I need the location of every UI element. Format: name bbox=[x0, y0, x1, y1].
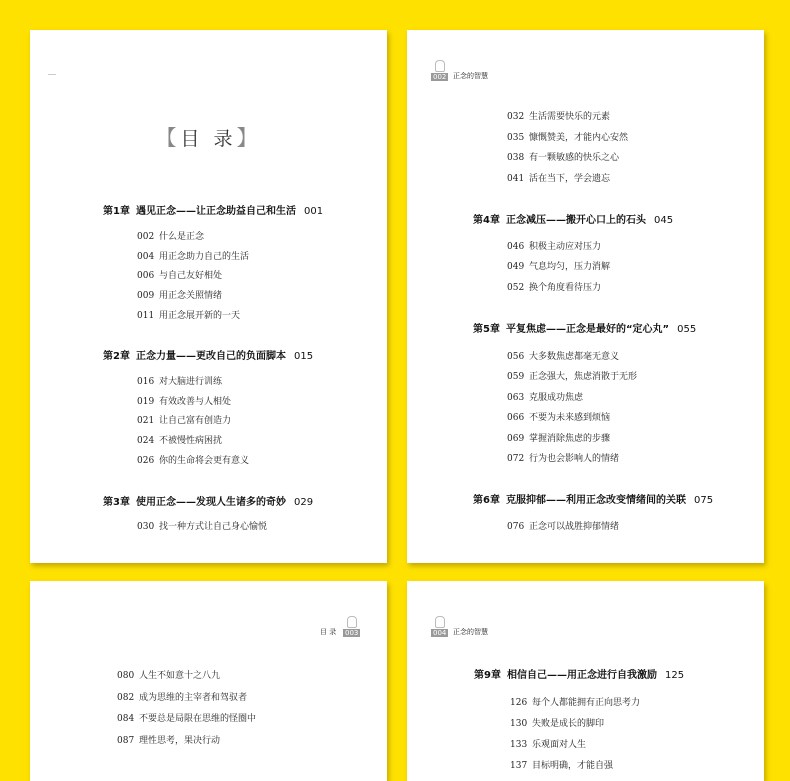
page-number: 003 bbox=[345, 629, 359, 637]
toc-item-title: 换个角度看待压力 bbox=[529, 282, 602, 293]
toc-item-title: 理性思考，果决行动 bbox=[139, 735, 221, 746]
toc-item-title: 活在当下，学会遗忘 bbox=[529, 174, 611, 185]
chapter-heading[interactable] bbox=[474, 666, 684, 681]
toc-item-page: 041 bbox=[507, 174, 525, 185]
figure-icon bbox=[435, 616, 445, 628]
toc-item-page: 069 bbox=[507, 433, 525, 444]
running-header: 正念的智慧 bbox=[453, 72, 488, 80]
toc-item-title: 克服成功焦虑 bbox=[529, 392, 584, 403]
toc-item-title: 行为也会影响人的情绪 bbox=[529, 453, 620, 464]
chapter-heading[interactable] bbox=[473, 211, 673, 226]
chapter-number: 第5章 bbox=[473, 324, 500, 335]
toc-item[interactable] bbox=[137, 453, 249, 473]
chapter-title: 平复焦虑——正念是最好的“定心丸” bbox=[505, 324, 670, 335]
toc-item[interactable] bbox=[510, 737, 640, 758]
toc-item[interactable] bbox=[137, 413, 249, 433]
toc-item-title: 让自己富有创造力 bbox=[159, 416, 232, 427]
toc-page-1 bbox=[30, 30, 387, 563]
toc-item-title: 与自己友好相处 bbox=[159, 271, 223, 282]
chapter-heading[interactable] bbox=[103, 493, 313, 508]
toc-item-page: 004 bbox=[137, 251, 155, 262]
chapter-number: 第3章 bbox=[103, 497, 130, 508]
toc-item-title: 成为思维的主宰者和驾驭者 bbox=[139, 692, 248, 703]
toc-item[interactable] bbox=[507, 239, 610, 259]
toc-item-page: 032 bbox=[507, 112, 525, 122]
chapter-heading[interactable] bbox=[103, 202, 323, 217]
toc-item-title: 找一种方式让自己身心愉悦 bbox=[159, 522, 268, 532]
toc-item-title: 大多数焦虑都毫无意义 bbox=[529, 352, 620, 362]
toc-item-title: 什么是正念 bbox=[159, 232, 205, 242]
chapter-title: 使用正念——发现人生诸多的奇妙 bbox=[135, 497, 286, 508]
chapter-heading[interactable] bbox=[103, 347, 313, 362]
chapter-page: 045 bbox=[653, 215, 674, 226]
toc-item[interactable] bbox=[137, 519, 267, 539]
toc-item-title: 掌握消除焦虑的步骤 bbox=[529, 433, 611, 444]
toc-item-title: 你的生命将会更有意义 bbox=[159, 455, 250, 466]
chapter-number: 第2章 bbox=[103, 351, 130, 362]
toc-item-title: 对大脑进行训练 bbox=[159, 377, 223, 387]
toc-item-page: 016 bbox=[137, 377, 155, 387]
toc-item[interactable] bbox=[137, 249, 249, 269]
toc-item-page: 072 bbox=[507, 453, 525, 464]
toc-item-page: 009 bbox=[137, 291, 155, 302]
chapter-title: 正念减压——搬开心口上的石头 bbox=[505, 215, 646, 226]
toc-item[interactable] bbox=[137, 288, 249, 308]
chapter-page: 001 bbox=[303, 206, 324, 217]
toc-item-page: 046 bbox=[507, 242, 525, 252]
toc-item-page: 130 bbox=[510, 719, 528, 729]
toc-item-list bbox=[137, 374, 249, 472]
chapter-number: 第9章 bbox=[474, 670, 501, 681]
toc-item-page: 002 bbox=[137, 232, 155, 242]
toc-page-4 bbox=[407, 581, 764, 781]
chapter-number: 第1章 bbox=[103, 206, 130, 217]
toc-item-title: 正念强大，焦虑消散于无形 bbox=[529, 372, 638, 383]
toc-item-title: 生活需要快乐的元素 bbox=[529, 112, 611, 122]
running-header: 目 录 bbox=[320, 628, 337, 636]
toc-item-page: 038 bbox=[507, 153, 525, 164]
corner-mark bbox=[48, 74, 56, 77]
page-number: 002 bbox=[433, 73, 447, 81]
toc-item[interactable] bbox=[507, 451, 637, 471]
toc-item-page: 066 bbox=[507, 413, 525, 424]
chapter-number: 第6章 bbox=[473, 495, 500, 506]
toc-item[interactable] bbox=[137, 374, 249, 394]
toc-item-list bbox=[137, 519, 267, 539]
chapter-title: 遇见正念——让正念助益自己和生活 bbox=[135, 206, 296, 217]
toc-item-title: 积极主动应对压力 bbox=[529, 242, 602, 252]
toc-item-page: 019 bbox=[137, 396, 155, 407]
chapter-page: 015 bbox=[293, 351, 314, 362]
toc-item-page: 024 bbox=[137, 436, 155, 447]
toc-item-page: 035 bbox=[507, 132, 525, 143]
toc-page-2 bbox=[407, 30, 764, 563]
toc-item-page: 133 bbox=[510, 740, 528, 750]
toc-item-title: 每个人都能拥有正向思考力 bbox=[532, 698, 641, 708]
page-number: 004 bbox=[433, 629, 447, 637]
toc-item-title: 不被慢性病困扰 bbox=[159, 436, 223, 447]
toc-item-page: 137 bbox=[510, 761, 528, 771]
toc-item-title: 用正念关照情绪 bbox=[159, 291, 223, 302]
chapter-title: 相信自己——用正念进行自我激励 bbox=[506, 670, 657, 681]
chapter-page: 125 bbox=[664, 670, 685, 681]
chapter-heading[interactable] bbox=[473, 320, 696, 335]
toc-item-page: 049 bbox=[507, 262, 525, 273]
toc-item-page: 030 bbox=[137, 522, 155, 532]
toc-item[interactable] bbox=[510, 695, 640, 716]
toc-item[interactable] bbox=[137, 394, 249, 414]
toc-item-list bbox=[507, 239, 610, 300]
toc-item[interactable] bbox=[507, 390, 637, 410]
toc-item-page: 021 bbox=[137, 416, 155, 427]
toc-item[interactable] bbox=[507, 369, 637, 389]
toc-item-page: 082 bbox=[117, 692, 135, 703]
toc-page-3 bbox=[30, 581, 387, 781]
toc-item[interactable] bbox=[507, 431, 637, 451]
toc-item-page: 084 bbox=[117, 714, 135, 724]
toc-item-title: 目标明确，才能自强 bbox=[532, 761, 614, 771]
toc-item-list bbox=[117, 668, 256, 754]
toc-item-title: 有效改善与人相处 bbox=[159, 396, 232, 407]
toc-item-page: 056 bbox=[507, 352, 525, 362]
toc-item-list bbox=[510, 695, 640, 779]
figure-icon bbox=[347, 616, 357, 628]
toc-item-title: 用正念展开新的一天 bbox=[159, 310, 241, 321]
toc-item[interactable] bbox=[137, 229, 249, 249]
toc-item-title: 不要总是局限在思维的怪圈中 bbox=[139, 714, 257, 724]
toc-item-list bbox=[137, 229, 249, 327]
toc-title-text: 目 录 bbox=[180, 128, 237, 150]
toc-item[interactable] bbox=[507, 410, 637, 430]
toc-item-title: 乐观面对人生 bbox=[532, 740, 587, 750]
toc-item-title: 失败是成长的脚印 bbox=[532, 719, 605, 729]
chapter-title: 正念力量——更改自己的负面脚本 bbox=[135, 351, 286, 362]
toc-item-page: 059 bbox=[507, 372, 525, 383]
toc-item[interactable] bbox=[137, 308, 249, 328]
toc-item-page: 076 bbox=[507, 522, 525, 532]
chapter-page: 029 bbox=[293, 497, 314, 508]
chapter-page: 055 bbox=[677, 324, 697, 335]
bracket-left: 【 bbox=[155, 126, 181, 150]
toc-item-page: 026 bbox=[137, 455, 155, 466]
running-header: 正念的智慧 bbox=[453, 628, 488, 636]
toc-item-list bbox=[507, 109, 628, 192]
toc-item-title: 不要为未来感到烦恼 bbox=[529, 413, 611, 424]
toc-item-list bbox=[507, 519, 619, 539]
toc-item-title: 有一颗敏感的快乐之心 bbox=[529, 153, 620, 164]
chapter-title: 克服抑郁——利用正念改变情绪间的关联 bbox=[505, 495, 686, 506]
toc-item[interactable] bbox=[507, 171, 628, 192]
toc-item-page: 011 bbox=[137, 310, 155, 321]
toc-item[interactable] bbox=[117, 668, 256, 690]
toc-item[interactable] bbox=[507, 280, 610, 300]
toc-item-title: 气息均匀，压力消解 bbox=[529, 262, 611, 273]
page-number-badge bbox=[431, 616, 448, 637]
toc-item[interactable] bbox=[507, 109, 628, 130]
toc-item-page: 006 bbox=[137, 271, 155, 282]
toc-item-title: 慷慨赞美，才能内心安然 bbox=[529, 132, 629, 143]
toc-item-title: 正念可以战胜抑郁情绪 bbox=[529, 522, 620, 532]
toc-item[interactable] bbox=[507, 259, 610, 279]
toc-item[interactable] bbox=[137, 433, 249, 453]
toc-item[interactable] bbox=[507, 150, 628, 171]
toc-item[interactable] bbox=[507, 349, 637, 369]
figure-icon bbox=[435, 60, 445, 72]
chapter-number: 第4章 bbox=[473, 215, 500, 226]
toc-item[interactable] bbox=[117, 733, 256, 755]
toc-item[interactable] bbox=[117, 690, 256, 712]
chapter-heading[interactable] bbox=[473, 491, 713, 506]
toc-item-page: 080 bbox=[117, 671, 135, 681]
toc-item[interactable] bbox=[507, 519, 619, 539]
bracket-right: 】 bbox=[236, 126, 262, 150]
toc-title bbox=[30, 122, 387, 152]
toc-item-page: 052 bbox=[507, 282, 525, 293]
toc-item-page: 087 bbox=[117, 735, 135, 746]
toc-item-list bbox=[507, 349, 637, 471]
toc-item-title: 用正念助力自己的生活 bbox=[159, 251, 250, 262]
toc-item-title: 人生不如意十之八九 bbox=[139, 671, 221, 681]
toc-item[interactable] bbox=[510, 716, 640, 737]
toc-item-page: 126 bbox=[510, 698, 528, 708]
page-number-badge bbox=[431, 60, 448, 81]
toc-item[interactable] bbox=[137, 268, 249, 288]
toc-item[interactable] bbox=[507, 130, 628, 151]
toc-item[interactable] bbox=[117, 711, 256, 733]
chapter-page: 075 bbox=[693, 495, 714, 506]
page-number-badge bbox=[343, 616, 360, 637]
toc-item[interactable] bbox=[510, 758, 640, 779]
toc-item-page: 063 bbox=[507, 392, 525, 403]
